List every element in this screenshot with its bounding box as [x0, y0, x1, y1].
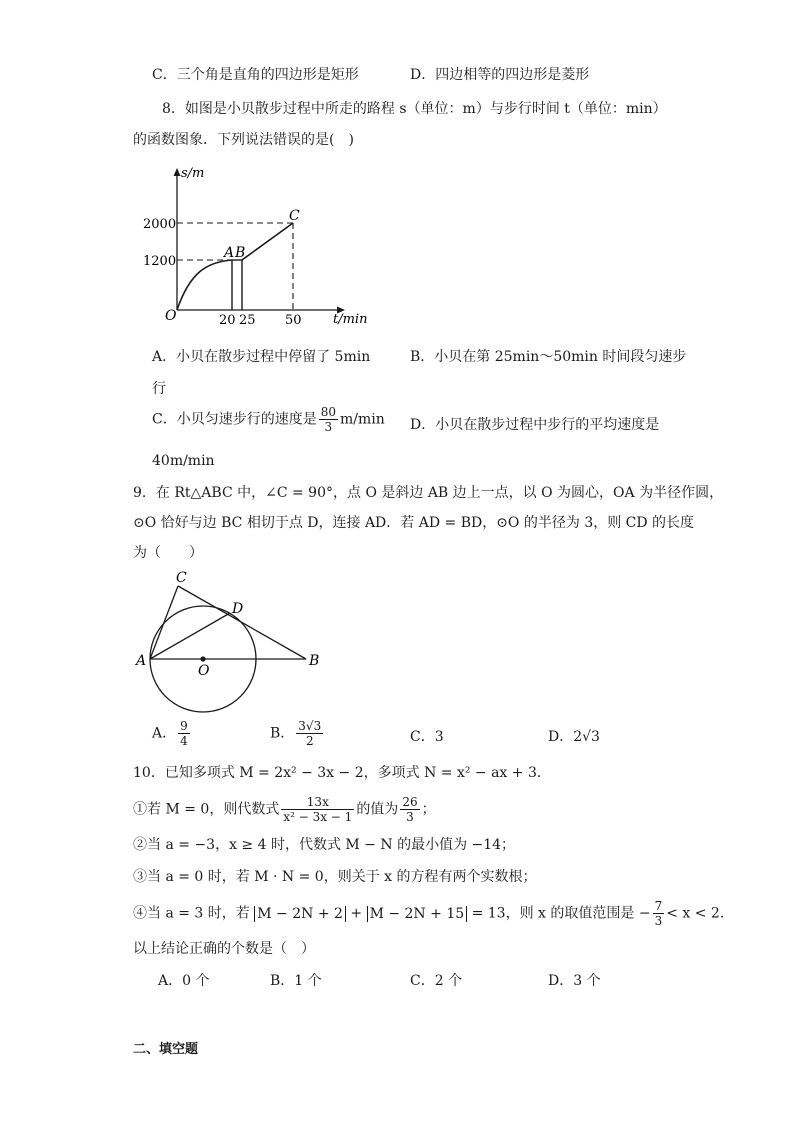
q10-s1-vden: 3 [406, 810, 414, 824]
q10-statement-1 [133, 796, 436, 823]
q10-s1-post: ； [421, 801, 436, 818]
label-b: B [309, 653, 320, 669]
q8-option-c-den: 3 [324, 420, 333, 434]
q10-s2-mark: ② [133, 837, 147, 853]
q10-s1-pre: 若 M = 0，则代数式 [147, 801, 280, 818]
q10-s4-fraction [653, 900, 665, 927]
q9-stem-line3: 为（ ） [133, 545, 203, 561]
q8-option-c-num: 80 [320, 405, 336, 419]
q9-stem-line1: 9．在 Rt△ABC 中，∠C = 90°，点 O 是斜边 AB 边上一点，以 O 为圆心，OA 为半径作圆， [133, 485, 724, 501]
q7-option-d: D．四边相等的四边形是菱形 [410, 67, 590, 83]
q10-s4-post: < x < 2． [666, 905, 734, 922]
q7-option-c: C．三个角是直角的四边形是矩形 [152, 67, 359, 83]
q10-option-b: B．1 个 [270, 973, 322, 989]
q10-s4-mid: = 13，则 x 的取值范围是 − [467, 905, 651, 922]
y-axis-arrow [174, 168, 181, 176]
segment-ad [150, 613, 230, 659]
q10-option-c: C．2 个 [410, 973, 463, 989]
q10-s4-abs1: M − 2N + 2 [254, 906, 346, 922]
q8-option-d-line2: 40m/min [152, 453, 215, 469]
q10-statement-3 [133, 870, 537, 884]
q10-option-a: A．0 个 [158, 973, 210, 989]
q10-s4-mark: ④ [133, 905, 147, 922]
q10-question: 以上结论正确的个数是（ ） [133, 941, 315, 957]
q10-statement-4 [133, 900, 734, 927]
segment-bc [242, 223, 293, 260]
q9-option-a-num: 9 [180, 719, 188, 733]
point-a-label: A [224, 245, 235, 261]
q10-s1-den: x² − 3x − 1 [283, 810, 353, 824]
section-heading-fill-in: 二、填空题 [133, 1042, 199, 1057]
q10-s1-num: 13x [281, 796, 354, 810]
q8-option-c-fraction [319, 406, 338, 433]
q9-option-b-fraction [296, 720, 323, 747]
q9-figure [130, 566, 330, 716]
q9-option-a-fraction [178, 720, 190, 747]
q9-option-b-pre: B． [270, 725, 295, 742]
q8-option-d-line1: D．小贝在散步过程中步行的平均速度是 [410, 417, 660, 433]
q10-option-d: D．3 个 [548, 973, 601, 989]
label-o: O [198, 663, 210, 679]
y-tick-2000: 2000 [143, 217, 177, 232]
q10-s3-mark: ③ [133, 869, 147, 885]
q9-stem-line2: ⊙O 恰好与边 BC 相切于点 D，连接 AD．若 AD = BD，⊙O 的半径为 3，则 CD 的长度 [133, 515, 695, 531]
q10-s1-fraction [281, 796, 354, 823]
q8-option-c-pre: C．小贝匀速步行的速度是 [152, 411, 317, 428]
q8-option-b-line2: 行 [152, 381, 166, 397]
q9-option-a-den: 4 [180, 734, 188, 748]
q10-s4-pre: 当 a = 3 时，若 [147, 905, 255, 922]
q8-option-a: A．小贝在散步过程中停留了 5min [152, 349, 371, 365]
q8-stem-line2: 的函数图象．下列说法错误的是( ) [133, 132, 354, 148]
center-o-dot [200, 656, 205, 661]
x-axis-label [333, 312, 367, 327]
q10-statement-2 [133, 838, 515, 852]
q10-s1-vnum: 26 [402, 795, 418, 809]
q10-s1-mark: ① [133, 801, 147, 818]
y-axis-label-text: s/m [181, 166, 205, 181]
q10-s1-mid: 的值为 [356, 801, 399, 818]
segment-cb [178, 586, 306, 659]
q9-option-a [152, 720, 192, 747]
point-b-label: B [235, 245, 246, 261]
q10-s2-text: 当 a = −3，x ≥ 4 时，代数式 M − N 的最小值为 −14； [147, 837, 516, 853]
label-d: D [232, 601, 244, 617]
label-c: C [176, 570, 187, 586]
q10-stem: 10．已知多项式 M = 2x² − 3x − 2，多项式 N = x² − ax + 3． [133, 765, 551, 781]
origin-label: O [165, 308, 177, 324]
y-tick-1200: 1200 [143, 254, 177, 269]
x-axis-label-text: t/min [333, 312, 368, 327]
q9-option-a-pre: A． [152, 725, 177, 742]
segment-ac [150, 586, 178, 659]
y-axis-label [181, 166, 204, 181]
q9-option-d: D．2√3 [548, 729, 600, 745]
x-tick-25: 25 [239, 313, 256, 328]
q9-option-b [270, 720, 325, 747]
q10-s3-text: 当 a = 0 时，若 M · N = 0，则关于 x 的方程有两个实数根； [147, 869, 537, 885]
q8-option-c-post: m/min [340, 411, 385, 428]
x-tick-20: 20 [219, 313, 236, 328]
x-tick-50: 50 [285, 313, 302, 328]
q8-option-b-line1: B．小贝在第 25min～50min 时间段匀速步 [410, 349, 687, 365]
point-c-label: C [289, 208, 300, 224]
q10-s4-abs2: M − 2N + 15 [367, 906, 468, 922]
q8-graph [135, 160, 375, 330]
q9-option-b-den: 2 [305, 734, 314, 748]
label-a: A [136, 653, 147, 669]
q10-s4-den: 3 [654, 914, 663, 928]
q10-s1-value-fraction [400, 796, 419, 823]
q10-s4-plus: + [345, 905, 367, 922]
q9-option-c: C．3 [410, 729, 444, 745]
q9-option-b-num: 3√3 [298, 719, 322, 733]
q10-s4-num: 7 [654, 899, 663, 913]
q8-stem-line1: 8．如图是小贝散步过程中所走的路程 s（单位：m）与步行时间 t（单位：min） [162, 101, 667, 117]
q8-option-c [152, 406, 385, 433]
curve-oa [177, 260, 232, 310]
